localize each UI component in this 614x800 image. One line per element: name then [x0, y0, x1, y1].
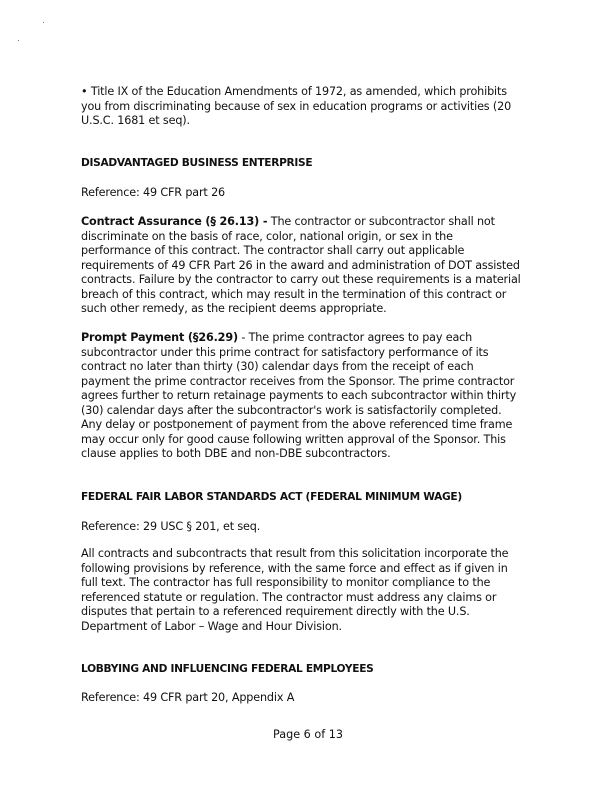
contract-assurance-label: Contract Assurance (§ 26.13) -	[81, 215, 268, 228]
text-line: Any delay or postponement of payment from the above referenced time frame	[81, 418, 513, 431]
scan-speck	[43, 22, 44, 23]
text-line: (30) calendar days after the subcontractor's work is satisfactorily completed.	[81, 403, 502, 417]
scan-speck	[18, 40, 19, 41]
text-line: agrees further to return retainage payments to each subcontractor within thirty	[81, 389, 517, 402]
text-line: subcontractor under this prime contract for satisfactory performance of its	[81, 345, 489, 359]
text-line: payment the prime contractor receives from the Sponsor. The prime contractor	[81, 374, 515, 388]
lobbying-heading: LOBBYING AND INFLUENCING FEDERAL EMPLOYEES	[81, 663, 374, 675]
text-line: discriminate on the basis of race, color, national origin, or sex in the	[81, 229, 453, 243]
text-line: clause applies to both DBE and non-DBE subcontractors.	[81, 447, 391, 460]
text-line: referenced statute or regulation. The contractor must address any claims or	[81, 590, 497, 604]
text-line: full text. The contractor has full responsibility to monitor compliance to the	[81, 576, 491, 589]
text-line: contracts. Failure by the contractor to carry out these requirements is a material	[81, 273, 521, 286]
text-line: disputes that pertain to a referenced requirement directly with the U.S.	[81, 605, 470, 618]
text-line: may occur only for good cause following written approval of the Sponsor. This	[81, 432, 506, 446]
text-line: Department of Labor – Wage and Hour Division.	[81, 619, 342, 633]
text-line: breach of this contract, which may result in the termination of this contract or	[81, 287, 507, 301]
text-line: such other remedy, as the recipient deems appropriate.	[81, 302, 387, 315]
prompt-payment-paragraph	[81, 331, 516, 462]
page-number: Page 6 of 13	[273, 728, 343, 741]
prompt-payment-label: Prompt Payment (§26.29)	[81, 331, 238, 344]
text-line: you from discriminating because of sex in education programs or activities (20	[81, 99, 512, 113]
text-line: following provisions by reference, with the same force and effect as if given in	[81, 561, 508, 575]
contract-assurance-paragraph	[81, 215, 521, 317]
lobbying-reference: Reference: 49 CFR part 20, Appendix A	[81, 691, 295, 704]
text-line: • Title IX of the Education Amendments of 1972, as amended, which prohibits	[81, 85, 507, 98]
text-line: requirements of 49 CFR Part 26 in the award and administration of DOT assisted	[81, 258, 520, 272]
title-ix-bullet	[81, 85, 511, 129]
flsa-paragraph	[81, 547, 508, 634]
text-line: U.S.C. 1681 et seq).	[81, 114, 190, 127]
text-line: - The prime contractor agrees to pay each	[237, 331, 473, 344]
dbe-heading: DISADVANTAGED BUSINESS ENTERPRISE	[81, 157, 313, 169]
text-line: The contractor or subcontractor shall not	[267, 215, 495, 228]
text-line: contract no later than thirty (30) calendar days from the receipt of each	[81, 360, 474, 373]
text-line: All contracts and subcontracts that result from this solicitation incorporate the	[81, 547, 509, 560]
text-line: performance of this contract. The contractor shall carry out applicable	[81, 244, 465, 257]
flsa-heading: FEDERAL FAIR LABOR STANDARDS ACT (FEDERAL MINIMUM WAGE)	[81, 491, 462, 503]
flsa-reference: Reference: 29 USC § 201, et seq.	[81, 520, 261, 533]
dbe-reference: Reference: 49 CFR part 26	[81, 186, 226, 199]
